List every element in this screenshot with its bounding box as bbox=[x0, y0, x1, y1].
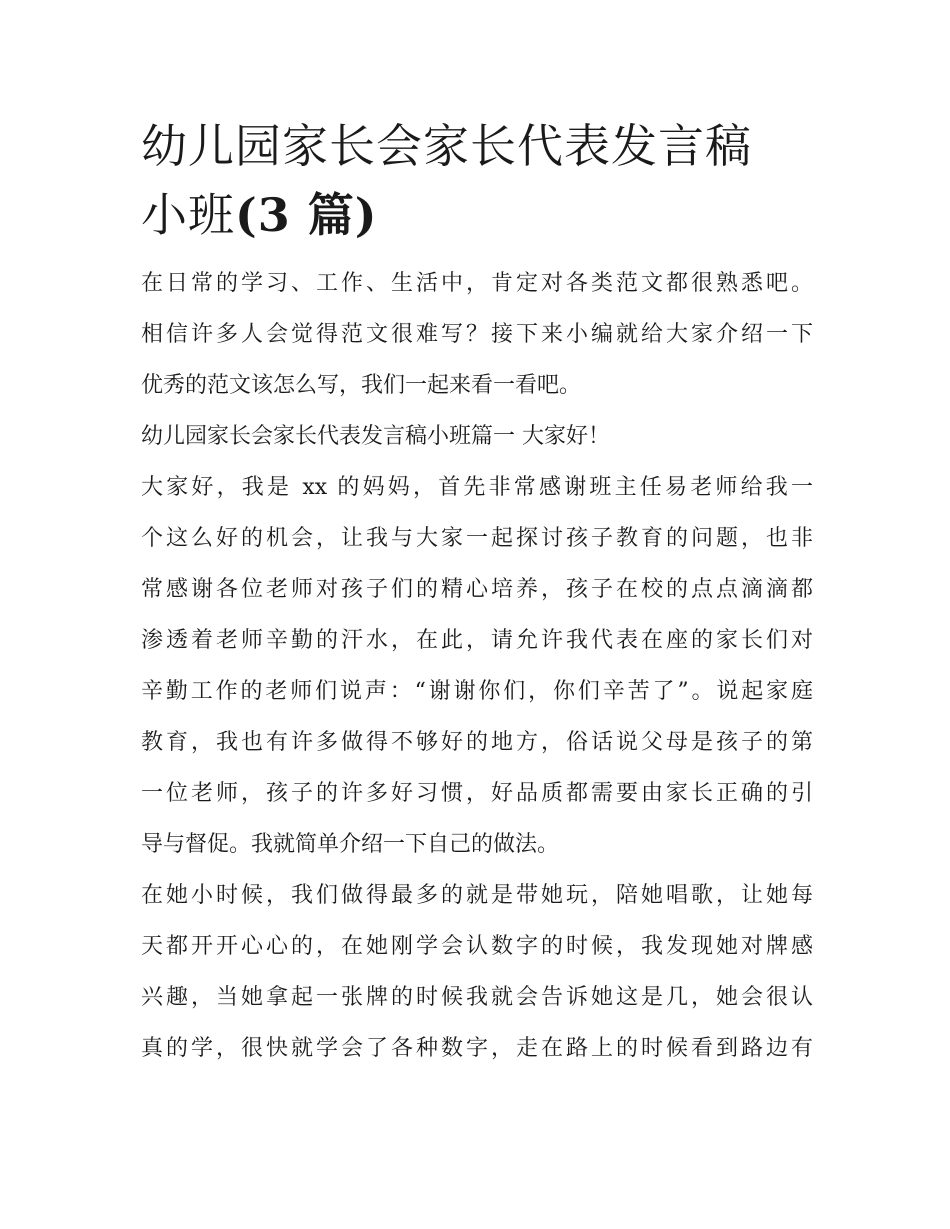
document-title bbox=[141, 112, 813, 250]
paragraph-line: 兴趣，当她拿起一张牌的时候我就会告诉她这是几，她会很认 bbox=[141, 985, 813, 1010]
paragraph-line: 导与督促。我就简单介绍一下自己的做法。 bbox=[141, 832, 560, 857]
paragraph-line: 在她小时候，我们做得最多的就是带她玩，陪她唱歌，让她每 bbox=[141, 883, 813, 908]
paragraph-line: 大家好，我是 xx 的妈妈，首先非常感谢班主任易老师给我一 bbox=[141, 475, 813, 500]
paragraph-line: 渗透着老师辛勤的汗水，在此，请允许我代表在座的家长们对 bbox=[141, 628, 813, 653]
speech-paragraph-2 bbox=[141, 870, 813, 1074]
paragraph-line: 天都开开心心的，在她刚学会认数字的时候，我发现她对牌感 bbox=[141, 934, 813, 959]
title-line-1: 幼儿园家长会家长代表发言稿 bbox=[141, 119, 752, 173]
title-suffix: (3 篇) bbox=[235, 188, 378, 242]
paragraph-line: 个这么好的机会，让我与大家一起探讨孩子教育的问题，也非 bbox=[141, 526, 813, 551]
paragraph-line: 常感谢各位老师对孩子们的精心培养，孩子在校的点点滴滴都 bbox=[141, 577, 813, 602]
title-line-2-text: 小班 bbox=[141, 188, 235, 242]
section-heading-paragraph bbox=[141, 411, 813, 462]
paragraph-line: 在日常的学习、工作、生活中，肯定对各类范文都很熟悉吧。 bbox=[141, 271, 813, 296]
paragraph-line: 辛勤工作的老师们说声：“谢谢你们，你们辛苦了”。说起家庭 bbox=[141, 679, 813, 704]
speech-paragraph-1 bbox=[141, 462, 813, 870]
paragraph-line: 幼儿园家长会家长代表发言稿小班篇一 大家好！ bbox=[141, 424, 610, 449]
intro-paragraph bbox=[141, 258, 813, 411]
paragraph-line: 优秀的范文该怎么写，我们一起来看一看吧。 bbox=[141, 373, 582, 398]
paragraph-line: 相信许多人会觉得范文很难写？接下来小编就给大家介绍一下 bbox=[141, 322, 813, 347]
paragraph-line: 真的学，很快就学会了各种数字，走在路上的时候看到路边有 bbox=[141, 1036, 813, 1061]
title-line-2 bbox=[141, 181, 813, 250]
paragraph-line: 一位老师，孩子的许多好习惯，好品质都需要由家长正确的引 bbox=[141, 781, 813, 806]
paragraph-line: 教育，我也有许多做得不够好的地方，俗话说父母是孩子的第 bbox=[141, 730, 813, 755]
document-content bbox=[141, 112, 813, 1074]
